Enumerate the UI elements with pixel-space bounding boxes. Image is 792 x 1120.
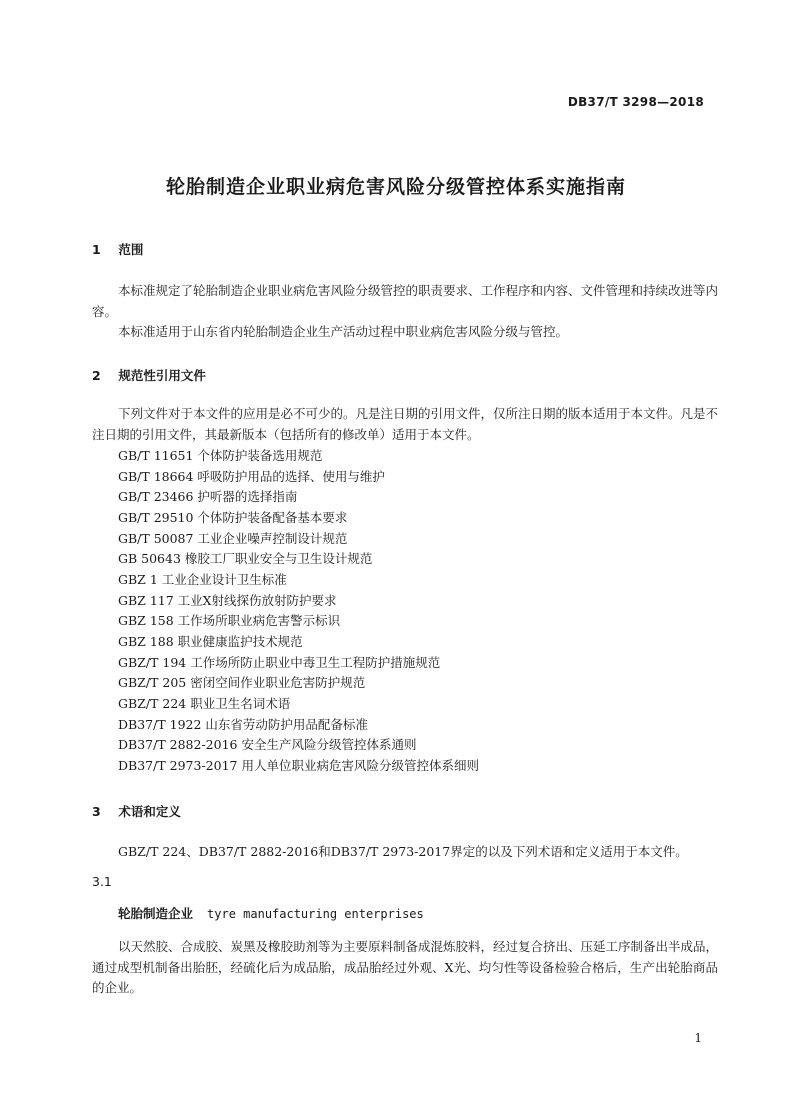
section-number: 2 (92, 368, 101, 383)
reference-item: GBZ/T 224 职业卫生名词术语 (118, 695, 291, 711)
reference-item: GB/T 11651 个体防护装备选用规范 (118, 448, 323, 463)
section-2-intro (92, 404, 718, 445)
page-number: 1 (694, 1031, 702, 1045)
reference-item: GB/T 50087 工业企业噪声控制设计规范 (118, 530, 348, 546)
section-number: 1 (92, 242, 101, 257)
reference-item: DB37/T 1922 山东省劳动防护用品配备标准 (118, 716, 368, 732)
paragraph-text: 下列文件对于本文件的应用是必不可少的。凡是注日期的引用文件，仅所注日期的版本适用于本文件。凡是不注日期的引用文件，其最新版本（包括所有的修改单）适用于本文件。 (92, 406, 719, 442)
paragraph-text: GBZ/T 224、DB37/T 2882-2016和DB37/T 2973-2017界定的以及下列术语和定义适用于本文件。 (118, 844, 688, 859)
standard-code: DB37/T 3298—2018 (567, 95, 704, 109)
reference-item: GBZ/T 205 密闭空间作业职业危害防护规范 (118, 675, 366, 691)
section-title: 术语和定义 (118, 804, 181, 819)
document-title: 轮胎制造企业职业病危害风险分级管控体系实施指南 (165, 176, 626, 198)
term-entry (118, 904, 424, 922)
term-definition (92, 937, 718, 999)
paragraph-text: 以天然胶、合成胶、炭黑及橡胶助剂等为主要原料制备成混炼胶料，经过复合挤出、压延工序制备出半成品，通过成型机制备出胎胚，经硫化后为成品胎，成品胎经过外观、X光、均匀性等设备检验合格后，生产出轮胎商品的企业。 (92, 939, 719, 995)
reference-item: GB/T 23466 护听器的选择指南 (118, 489, 298, 505)
term-english: tyre manufacturing enterprises (207, 907, 424, 921)
reference-item: GBZ 188 职业健康监护技术规范 (118, 633, 303, 649)
paragraph-text: 本标准规定了轮胎制造企业职业病危害风险分级管控的职责要求、工作程序和内容、文件管理和持续改进等内容。 (92, 283, 719, 319)
reference-item: GB/T 18664 呼吸防护用品的选择、使用与维护 (118, 468, 385, 484)
reference-item: GBZ 1 工业企业设计卫生标准 (118, 571, 287, 587)
section-3-heading (92, 802, 181, 820)
subsection-3-1-number: 3.1 (92, 874, 112, 889)
normative-reference-list (118, 446, 479, 777)
section-title: 规范性引用文件 (118, 368, 206, 383)
section-1-heading (92, 240, 143, 258)
reference-item: GB 50643 橡胶工厂职业安全与卫生设计规范 (118, 551, 373, 567)
section-title: 范围 (118, 242, 144, 257)
paragraph-text: 本标准适用于山东省内轮胎制造企业生产活动过程中职业病危害风险分级与管控。 (118, 324, 569, 339)
section-1-paragraph-2 (92, 322, 718, 343)
section-2-heading (92, 366, 206, 384)
section-3-intro (92, 842, 718, 863)
reference-item: GB/T 29510 个体防护装备配备基本要求 (118, 509, 348, 525)
term-chinese: 轮胎制造企业 (118, 906, 194, 921)
reference-item: GBZ/T 194 工作场所防止职业中毒卫生工程防护措施规范 (118, 654, 441, 670)
reference-item: DB37/T 2882-2016 安全生产风险分级管控体系通则 (118, 737, 417, 753)
reference-item: GBZ 117 工业X射线探伤放射防护要求 (118, 592, 337, 608)
reference-item: DB37/T 2973-2017 用人单位职业病危害风险分级管控体系细则 (118, 757, 479, 773)
section-1-paragraph-1 (92, 281, 718, 322)
section-number: 3 (92, 804, 101, 819)
reference-item: GBZ 158 工作场所职业病危害警示标识 (118, 613, 341, 629)
